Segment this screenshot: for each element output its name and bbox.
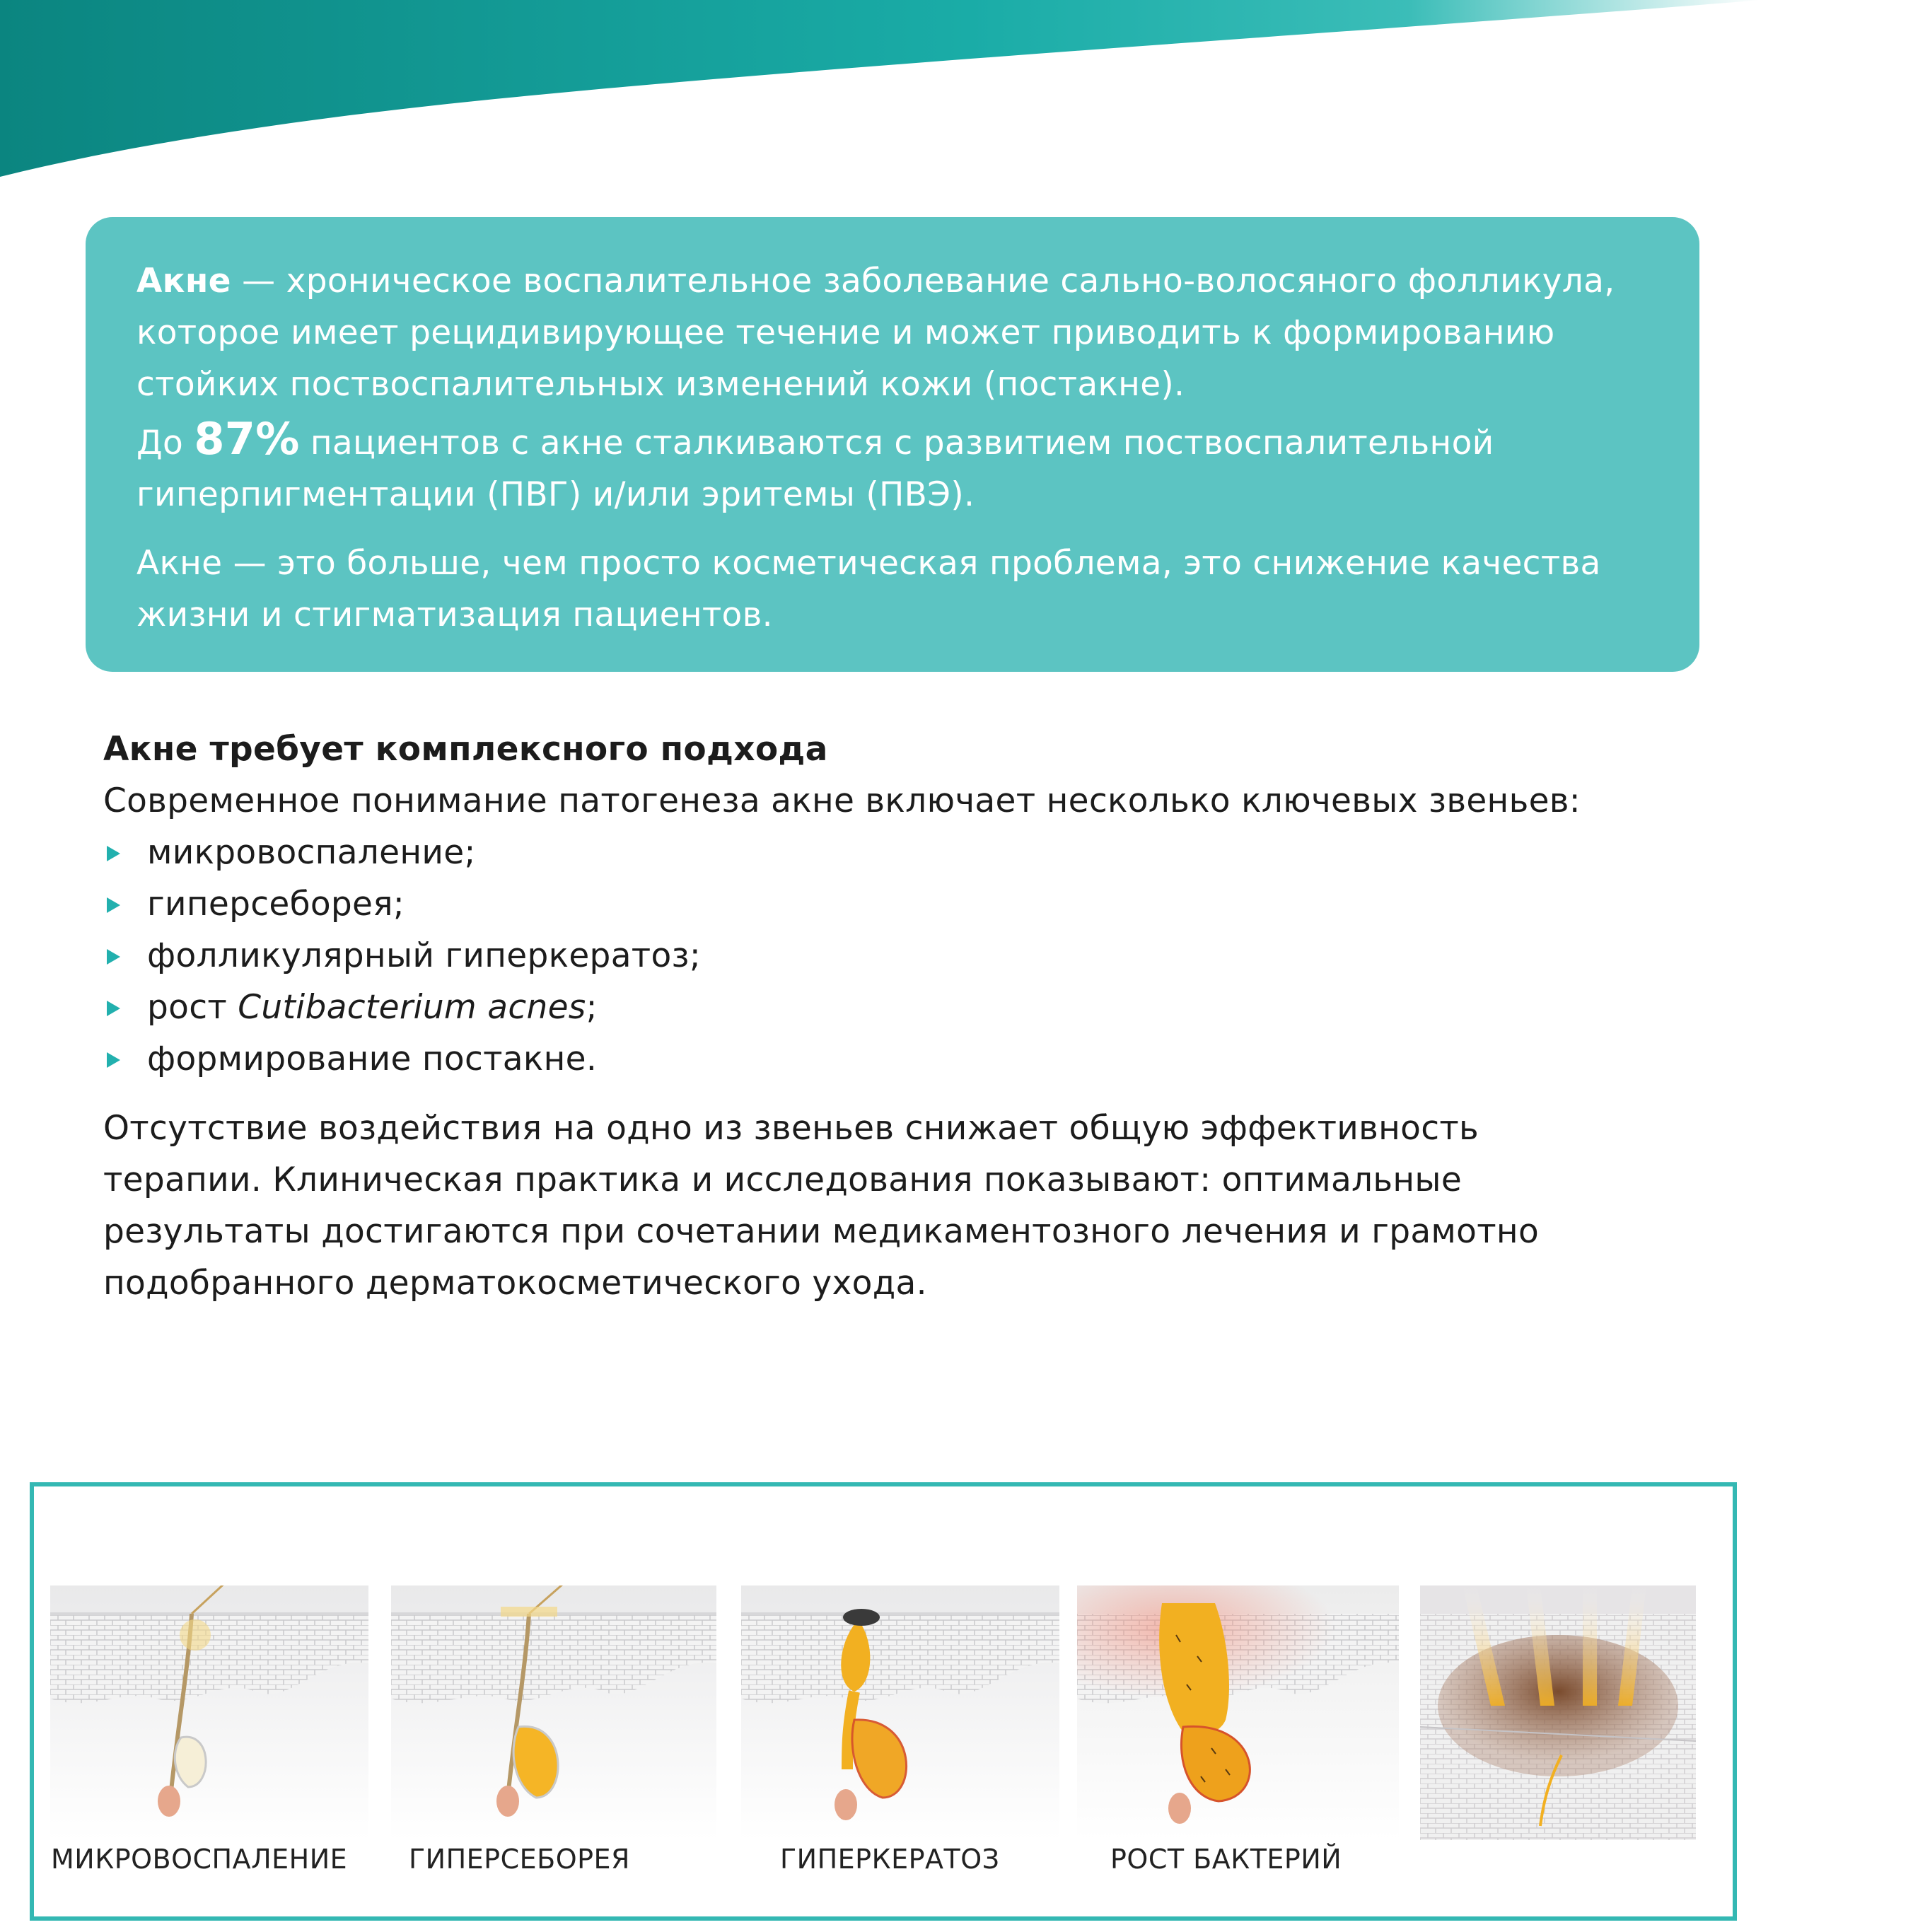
header-wave (0, 0, 1913, 184)
skin-hyperkeratosis-icon (741, 1585, 1059, 1840)
main-section (103, 723, 1730, 1309)
list-item: микровоспаление; (103, 827, 1730, 878)
definition-box (86, 217, 1699, 672)
skin-bacteria-growth-icon (1077, 1585, 1399, 1840)
panel-label: ГИПЕРСЕБОРЕЯ (409, 1844, 630, 1875)
panel-label: ГИПЕРКЕРАТОЗ (780, 1844, 1000, 1875)
term-acne: Акне (136, 262, 231, 301)
panel-label: МИКРОВОСПАЛЕНИЕ (51, 1844, 348, 1875)
bullet-triangle-icon (107, 897, 120, 913)
list-item: гиперсеборея; (103, 878, 1730, 930)
bullet-triangle-icon (107, 1001, 120, 1016)
list-item: рост Cutibacterium acnes; (103, 982, 1730, 1033)
statistic-paragraph: До 87% пациентов с акне сталкиваются с развитием поствоспалительной гиперпигментации (ПВГ) и/или эритемы (ПВЭ). (136, 413, 1494, 514)
bullet-triangle-icon (107, 846, 120, 861)
bullet-triangle-icon (107, 949, 120, 965)
skin-hyperseborrhea-icon (391, 1585, 716, 1840)
statistic-value: 87% (194, 413, 300, 465)
list-item: формирование постакне. (103, 1033, 1730, 1085)
closing-paragraph: Акне — это больше, чем просто косметическая проблема, это снижение качества жизни и стигматизация пациентов. (136, 544, 1601, 634)
pathogenesis-list (103, 827, 1730, 1085)
bullet-triangle-icon (107, 1052, 120, 1068)
pathogenesis-figure (30, 1482, 1737, 1921)
panel-label: РОСТ БАКТЕРИЙ (1110, 1844, 1342, 1875)
section-conclusion: Отсутствие воздействия на одно из звеньев снижает общую эффективность терапии. Клиническая практика и исследования показывают: оптимальные результаты достигаются при сочетании медикаментозного лечения и грамотно подобранного дерматокосметического ухода. (103, 1109, 1539, 1303)
definition-paragraph: Акне — хроническое воспалительное заболевание сально-волосяного фолликула, которое имеет рецидивирующее течение и может приводить к формированию стойких поствоспалительных изменений кожи (постакне). (136, 262, 1615, 404)
skin-microinflammation-icon (50, 1585, 369, 1840)
section-heading: Акне требует комплексного подхода (103, 730, 828, 769)
skin-post-acne-icon (1420, 1585, 1696, 1840)
list-item: фолликулярный гиперкератоз; (103, 930, 1730, 982)
section-intro: Современное понимание патогенеза акне включает несколько ключевых звеньев: (103, 781, 1581, 820)
bacterium-name: Cutibacterium acnes (238, 988, 586, 1027)
